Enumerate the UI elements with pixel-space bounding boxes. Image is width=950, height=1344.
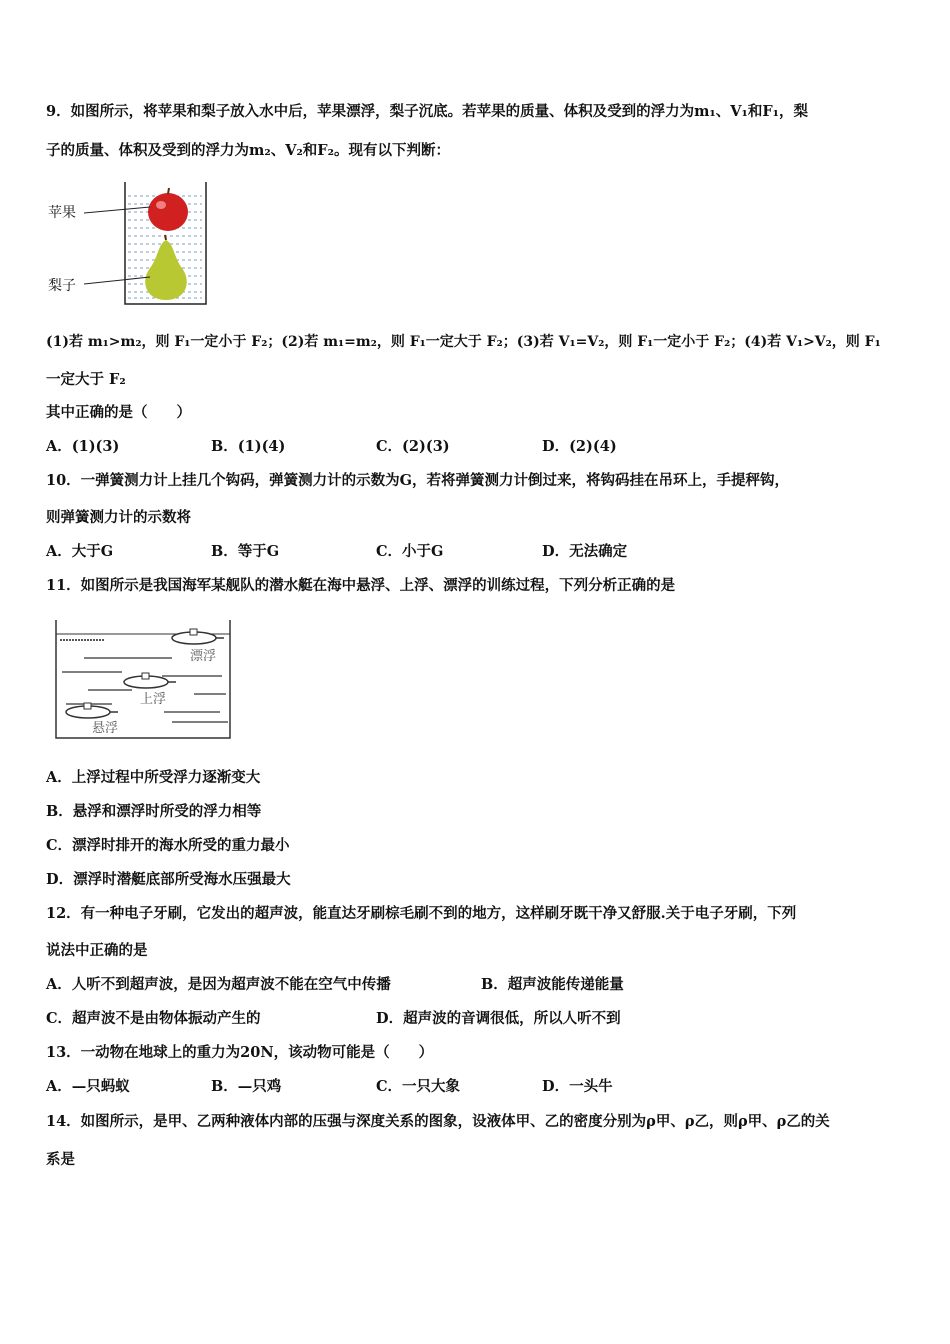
suspend-label: 悬浮 (92, 721, 119, 736)
q12-option-b[interactable]: B．超声波能传递能量 (481, 976, 624, 993)
pear-shape (145, 240, 187, 300)
q12-option-c[interactable]: C．超声波不是由物体振动产生的 (46, 1010, 261, 1027)
q12-option-d[interactable]: D．超声波的音调很低，所以人听不到 (376, 1010, 621, 1027)
apple-shape (148, 193, 188, 231)
q10-option-c[interactable]: C．小于G (376, 543, 444, 560)
q10-line2: 则弹簧测力计的示数将 (46, 509, 191, 526)
q11-option-c[interactable]: C．漂浮时排开的海水所受的重力最小 (46, 837, 290, 854)
q9-line2: 子的质量、体积及受到的浮力为m₂、V₂和F₂。现有以下判断： (46, 142, 450, 159)
q9-option-b[interactable]: B．(1)(4) (211, 438, 286, 455)
q14-line2: 系是 (46, 1151, 75, 1168)
q12-line1: 12．有一种电子牙刷，它发出的超声波，能直达牙刷棕毛刷不到的地方，这样刷牙既干净又舒服.关于电子牙刷，下列 (46, 905, 797, 922)
q10-option-b[interactable]: B．等于G (211, 543, 280, 560)
submarine-diagram (52, 618, 234, 742)
q10-option-a[interactable]: A．大于G (46, 543, 114, 560)
pear-label: 梨子 (48, 278, 76, 294)
q14-line1: 14．如图所示，是甲、乙两种液体内部的压强与深度关系的图象，设液体甲、乙的密度分别为ρ甲、ρ乙，则ρ甲、ρ乙的关 (46, 1113, 830, 1130)
q13-line1: 13．一动物在地球上的重力为20N，该动物可能是（ ） (46, 1044, 434, 1061)
q12-option-a[interactable]: A．人听不到超声波，是因为超声波不能在空气中传播 (46, 976, 391, 993)
q9-judgments-line1: (1)若 m₁>m₂，则 F₁一定小于 F₂；(2)若 m₁=m₂，则 F₁一定大于 F₂；(3)若 V₁=V₂，则 F₁一定小于 F₂；(4)若 V₁>V₂，则 F₁ (46, 334, 881, 350)
q9-stem: 其中正确的是（ ） (46, 404, 191, 421)
q13-option-b[interactable]: B．—只鸡 (211, 1078, 282, 1095)
q9-judgments-line2: 一定大于 F₂ (46, 371, 126, 388)
apple-label: 苹果 (48, 205, 76, 221)
q10-line1: 10．一弹簧测力计上挂几个钩码，弹簧测力计的示数为G，若将弹簧测力计倒过来，将钩码挂在吊环上，手提秤钩， (46, 472, 790, 489)
q9-option-c[interactable]: C．(2)(3) (376, 438, 450, 455)
beaker-illustration (46, 180, 216, 308)
q11-figure-submarines (52, 618, 234, 742)
q13-option-a[interactable]: A．—只蚂蚁 (46, 1078, 130, 1095)
q13-option-c[interactable]: C．一只大象 (376, 1078, 461, 1095)
q9-figure-apple-pear (46, 180, 216, 308)
q11-option-d[interactable]: D．漂浮时潜艇底部所受海水压强最大 (46, 871, 291, 888)
q11-option-a[interactable]: A．上浮过程中所受浮力逐渐变大 (46, 769, 261, 786)
q11-line1: 11．如图所示是我国海军某舰队的潜水艇在海中悬浮、上浮、漂浮的训练过程，下列分析正确的是 (46, 577, 676, 594)
q10-option-d[interactable]: D．无法确定 (542, 543, 628, 560)
q11-option-b[interactable]: B．悬浮和漂浮时所受的浮力相等 (46, 803, 262, 820)
rise-label: 上浮 (140, 692, 167, 707)
q9-option-a[interactable]: A．(1)(3) (46, 438, 120, 455)
q9-line1: 9．如图所示，将苹果和梨子放入水中后，苹果漂浮，梨子沉底。若苹果的质量、体积及受到的浮力为m₁、V₁和F₁，梨 (46, 103, 809, 120)
float-label: 漂浮 (190, 649, 217, 664)
q9-option-d[interactable]: D．(2)(4) (542, 438, 617, 455)
q13-option-d[interactable]: D．一头牛 (542, 1078, 613, 1095)
q12-line2: 说法中正确的是 (46, 942, 148, 959)
